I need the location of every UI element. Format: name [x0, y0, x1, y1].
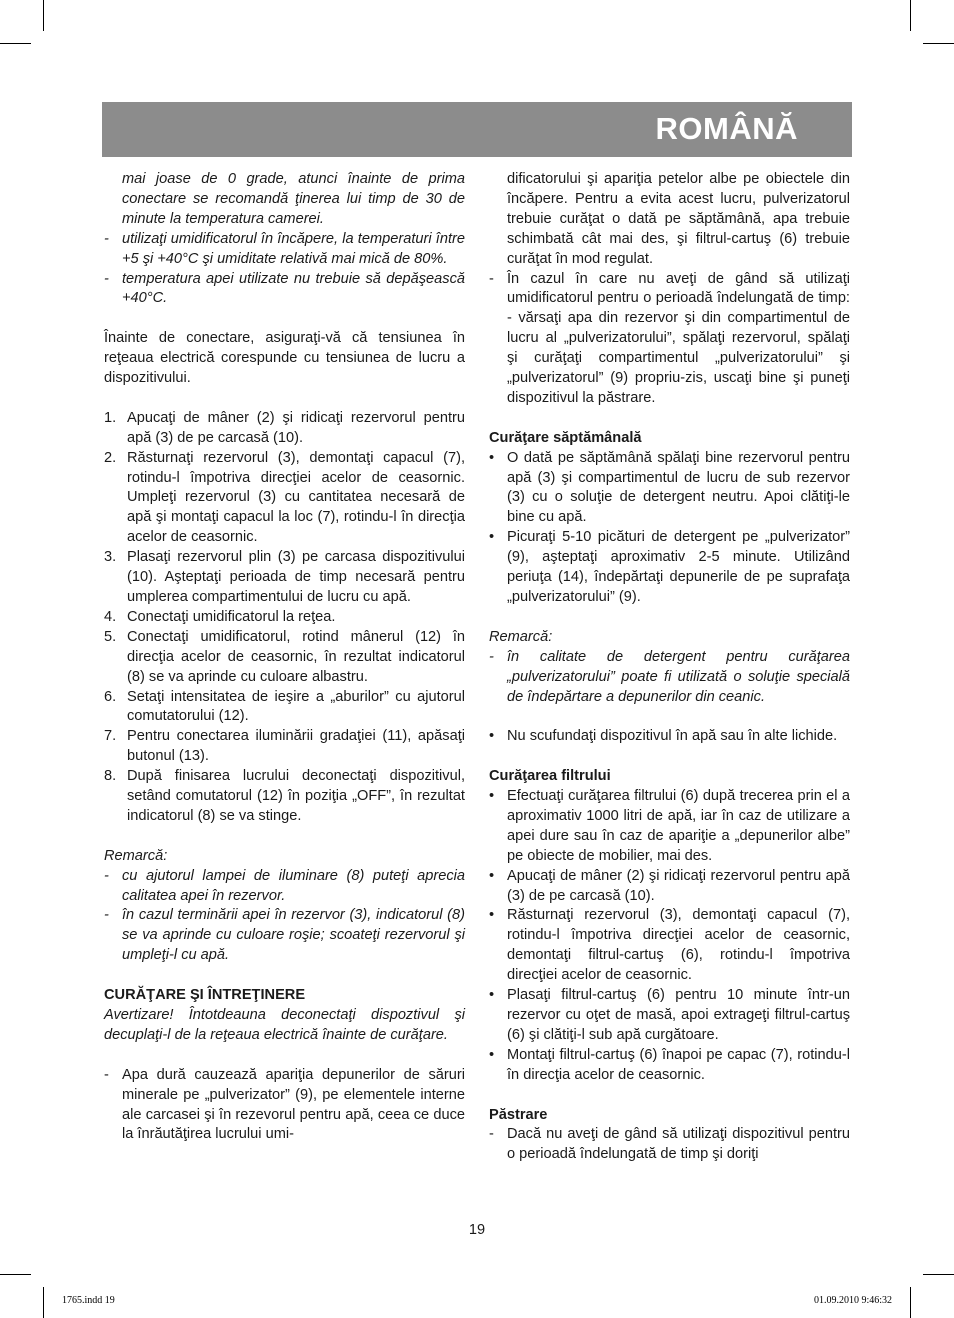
- step-item: 3. Plasaţi rezervorul plin (3) pe carcasa dispozitivului (10). Aşteptaţi perioada de timp necesară pentru umplerea compartimentului de lucru cu apă.: [104, 549, 465, 605]
- step-item: 5. Conectaţi umidificatorul, rotind mânerul (12) în direcţia acelor de ceasornic, în rezultat indicatorul (8) se va aprinde cu culoare albastru.: [104, 628, 465, 685]
- crop-mark: [43, 1287, 44, 1318]
- storage-heading: Păstrare: [489, 1106, 548, 1123]
- filter-item: • Efectuaţi curăţarea filtrului (6) după trecerea prin el a aproximativ 1000 litri de apă, iar în caz de utilizare a apei dure sau în caz de apariţie a „depunerilor albe” pe obiecte de mobilier, mai des.: [489, 788, 850, 864]
- filter-heading: Curăţarea filtrului: [489, 768, 611, 785]
- file-slug: 1765.indd 19: [62, 1295, 115, 1306]
- step-item: 2. Răsturnaţi rezervorul (3), demontaţi capacul (7), rotindu-l împotriva direcţiei acelor de ceasornic. Umpleţi rezervorul (3) cu cantitatea necesară de apă şi montaţi capacul la loc (7), rotindu-l în direcţia acelor de ceasornic.: [104, 449, 465, 546]
- weekly-item: • Picuraţi 5-10 picături de detergent pe „pulverizator” (9), aşteptaţi aproximativ 2-5 minute. Utilizând periuţa (14), îndepărtaţi depunerile de pe suprafaţa „pulverizatorului” (9).: [489, 529, 850, 606]
- cleaning-warning: Avertizare! Întotdeauna deconectaţi dispoztivul şi decuplaţi-l de la reţeaua electrică înainte de curăţare.: [104, 1007, 465, 1043]
- remark-title: Remarcă:: [104, 847, 168, 864]
- remark-item: - în cazul terminării apei în rezervor (3), indicatorul (8) se va aprinde cu culoare roşie; scoateţi rezervorul şi umpleţi-l cu apă.: [104, 907, 465, 964]
- step-item: 7. Pentru conectarea iluminării gradaţiei (11), apăsaţi butonul (13).: [104, 728, 465, 765]
- crop-mark: [910, 1287, 911, 1318]
- intro-continuation: mai joase de 0 grade, atunci înainte de prima conectare se recomandă ţinerea lui timp de 30 de minute la temperatura camerei.: [122, 171, 465, 227]
- weekly-item: • O dată pe săptămână spălaţi bine rezervorul pentru apă (3) şi compartimentul de lucru de sub rezervor (3) cu o soluţie de detergent neutru. Apoi clătiţi-le bine cu apă.: [489, 449, 850, 526]
- filter-item: • Răsturnaţi rezervorul (3), demontaţi capacul (7), rotindu-l împotriva direcţiei acelor de ceasornic, demontaţi filtrul-cartuş (6), rotindu-l împotriva direcţiei acelor de ceasornic.: [489, 907, 850, 984]
- filter-item: • Plasaţi filtrul-cartuş (6) pentru 10 minute într-un rezervor cu oţet de masă, apoi extrageţi filtrul-cartuş (6) şi clătiţi-l sub apă curgătoare.: [489, 987, 850, 1043]
- cleaning-heading: CURĂŢARE ŞI ÎNTREŢINERE: [104, 987, 306, 1004]
- step-item: 4. Conectaţi umidificatorul la reţea.: [104, 608, 336, 625]
- no-immerse-item: • Nu scufundaţi dispozitivul în apă sau în alte lichide.: [489, 728, 838, 745]
- hard-water-continuation: dificatorului şi apariţia petelor albe pe obiectele din încăpere. Pentru a evita acest lucru, pulverizatorul trebuie curăţat o dată pe săptămână, apa trebuie schimbată cât mai des, şi filtrul-cartuş (6) trebuie curăţat în mod regulat.: [507, 171, 850, 267]
- right-column: [489, 170, 850, 1165]
- crop-mark: [0, 43, 31, 44]
- filter-item: • Apucaţi de mâner (2) şi ridicaţi rezervorul pentru apă (3) de pe carcasă (10).: [489, 867, 850, 904]
- language-title: ROMÂNĂ: [655, 111, 798, 146]
- remark-title: Remarcă:: [489, 628, 553, 645]
- voltage-note: Înainte de conectare, asiguraţi-vă că tensiunea în reţeaua electrică corespunde cu tensiunea de lucru a dispozitivului.: [104, 330, 465, 387]
- page-number: 19: [468, 1222, 486, 1238]
- intro-item: - temperatura apei utilizate nu trebuie să depăşească +40°C.: [104, 270, 465, 307]
- crop-mark: [43, 0, 44, 31]
- remark-item: - în calitate de detergent pentru curăţarea „pulverizatorului” poate fi utilizată o soluţie specială de îndepărtare a depunerilor din ceanic.: [489, 648, 850, 705]
- intro-item: - utilizaţi umidificatorul în încăpere, la temperaturi între +5 şi +40°C şi umiditate relativă mai mică de 80%.: [104, 230, 465, 267]
- crop-mark: [0, 1274, 31, 1275]
- datetime-slug: 01.09.2010 9:46:32: [813, 1295, 892, 1306]
- long-storage-item: - În cazul în care nu aveţi de gând să utilizaţi umidificatorul pentru o perioadă îndelungată de timp: - vărsaţi apa din rezervor şi din compartimentul de lucru al „pulverizatorului”, spălaţi rezervorul, spălaţi şi curăţaţi compartimentul „pulverizatorului” şi „pulverizatorul” (9) propriu-zis, uscaţi bine şi puneţi dispozitivul la păstrare.: [489, 270, 850, 406]
- crop-mark: [923, 1274, 954, 1275]
- crop-mark: [923, 43, 954, 44]
- weekly-heading: Curăţare săptămânală: [489, 429, 642, 446]
- left-column: [104, 170, 465, 1145]
- hard-water-item: - Apa dură cauzează apariţia depunerilor de săruri minerale pe „pulverizator” (9), pe elementele interne ale carcasei şi în rezevorul pentru apă, ceea ce duce la înrăutăţirea lucrului umi-: [104, 1066, 465, 1143]
- crop-mark: [910, 0, 911, 31]
- step-item: 1. Apucaţi de mâner (2) şi ridicaţi rezervorul pentru apă (3) de pe carcasă (10).: [104, 409, 465, 446]
- storage-item: - Dacă nu aveţi de gând să utilizaţi dispozitivul pentru o perioadă îndelungată de timp şi doriţi: [489, 1126, 850, 1163]
- language-header-bar: [102, 102, 852, 157]
- step-item: 8. După finisarea lucrului deconectaţi dispozitivul, setând comutatorul (12) în poziţia „OFF”, în rezultat indicatorul (8) se va stinge.: [104, 768, 465, 824]
- step-item: 6. Setaţi intensitatea de ieşire a „aburilor” cu ajutorul comutatorului (12).: [104, 688, 465, 725]
- remark-item: - cu ajutorul lampei de iluminare (8) puteţi aprecia calitatea apei în rezervor.: [104, 867, 465, 904]
- filter-item: • Montaţi filtrul-cartuş (6) înapoi pe capac (7), rotindu-l în direcţia acelor de ceasornic.: [489, 1046, 850, 1083]
